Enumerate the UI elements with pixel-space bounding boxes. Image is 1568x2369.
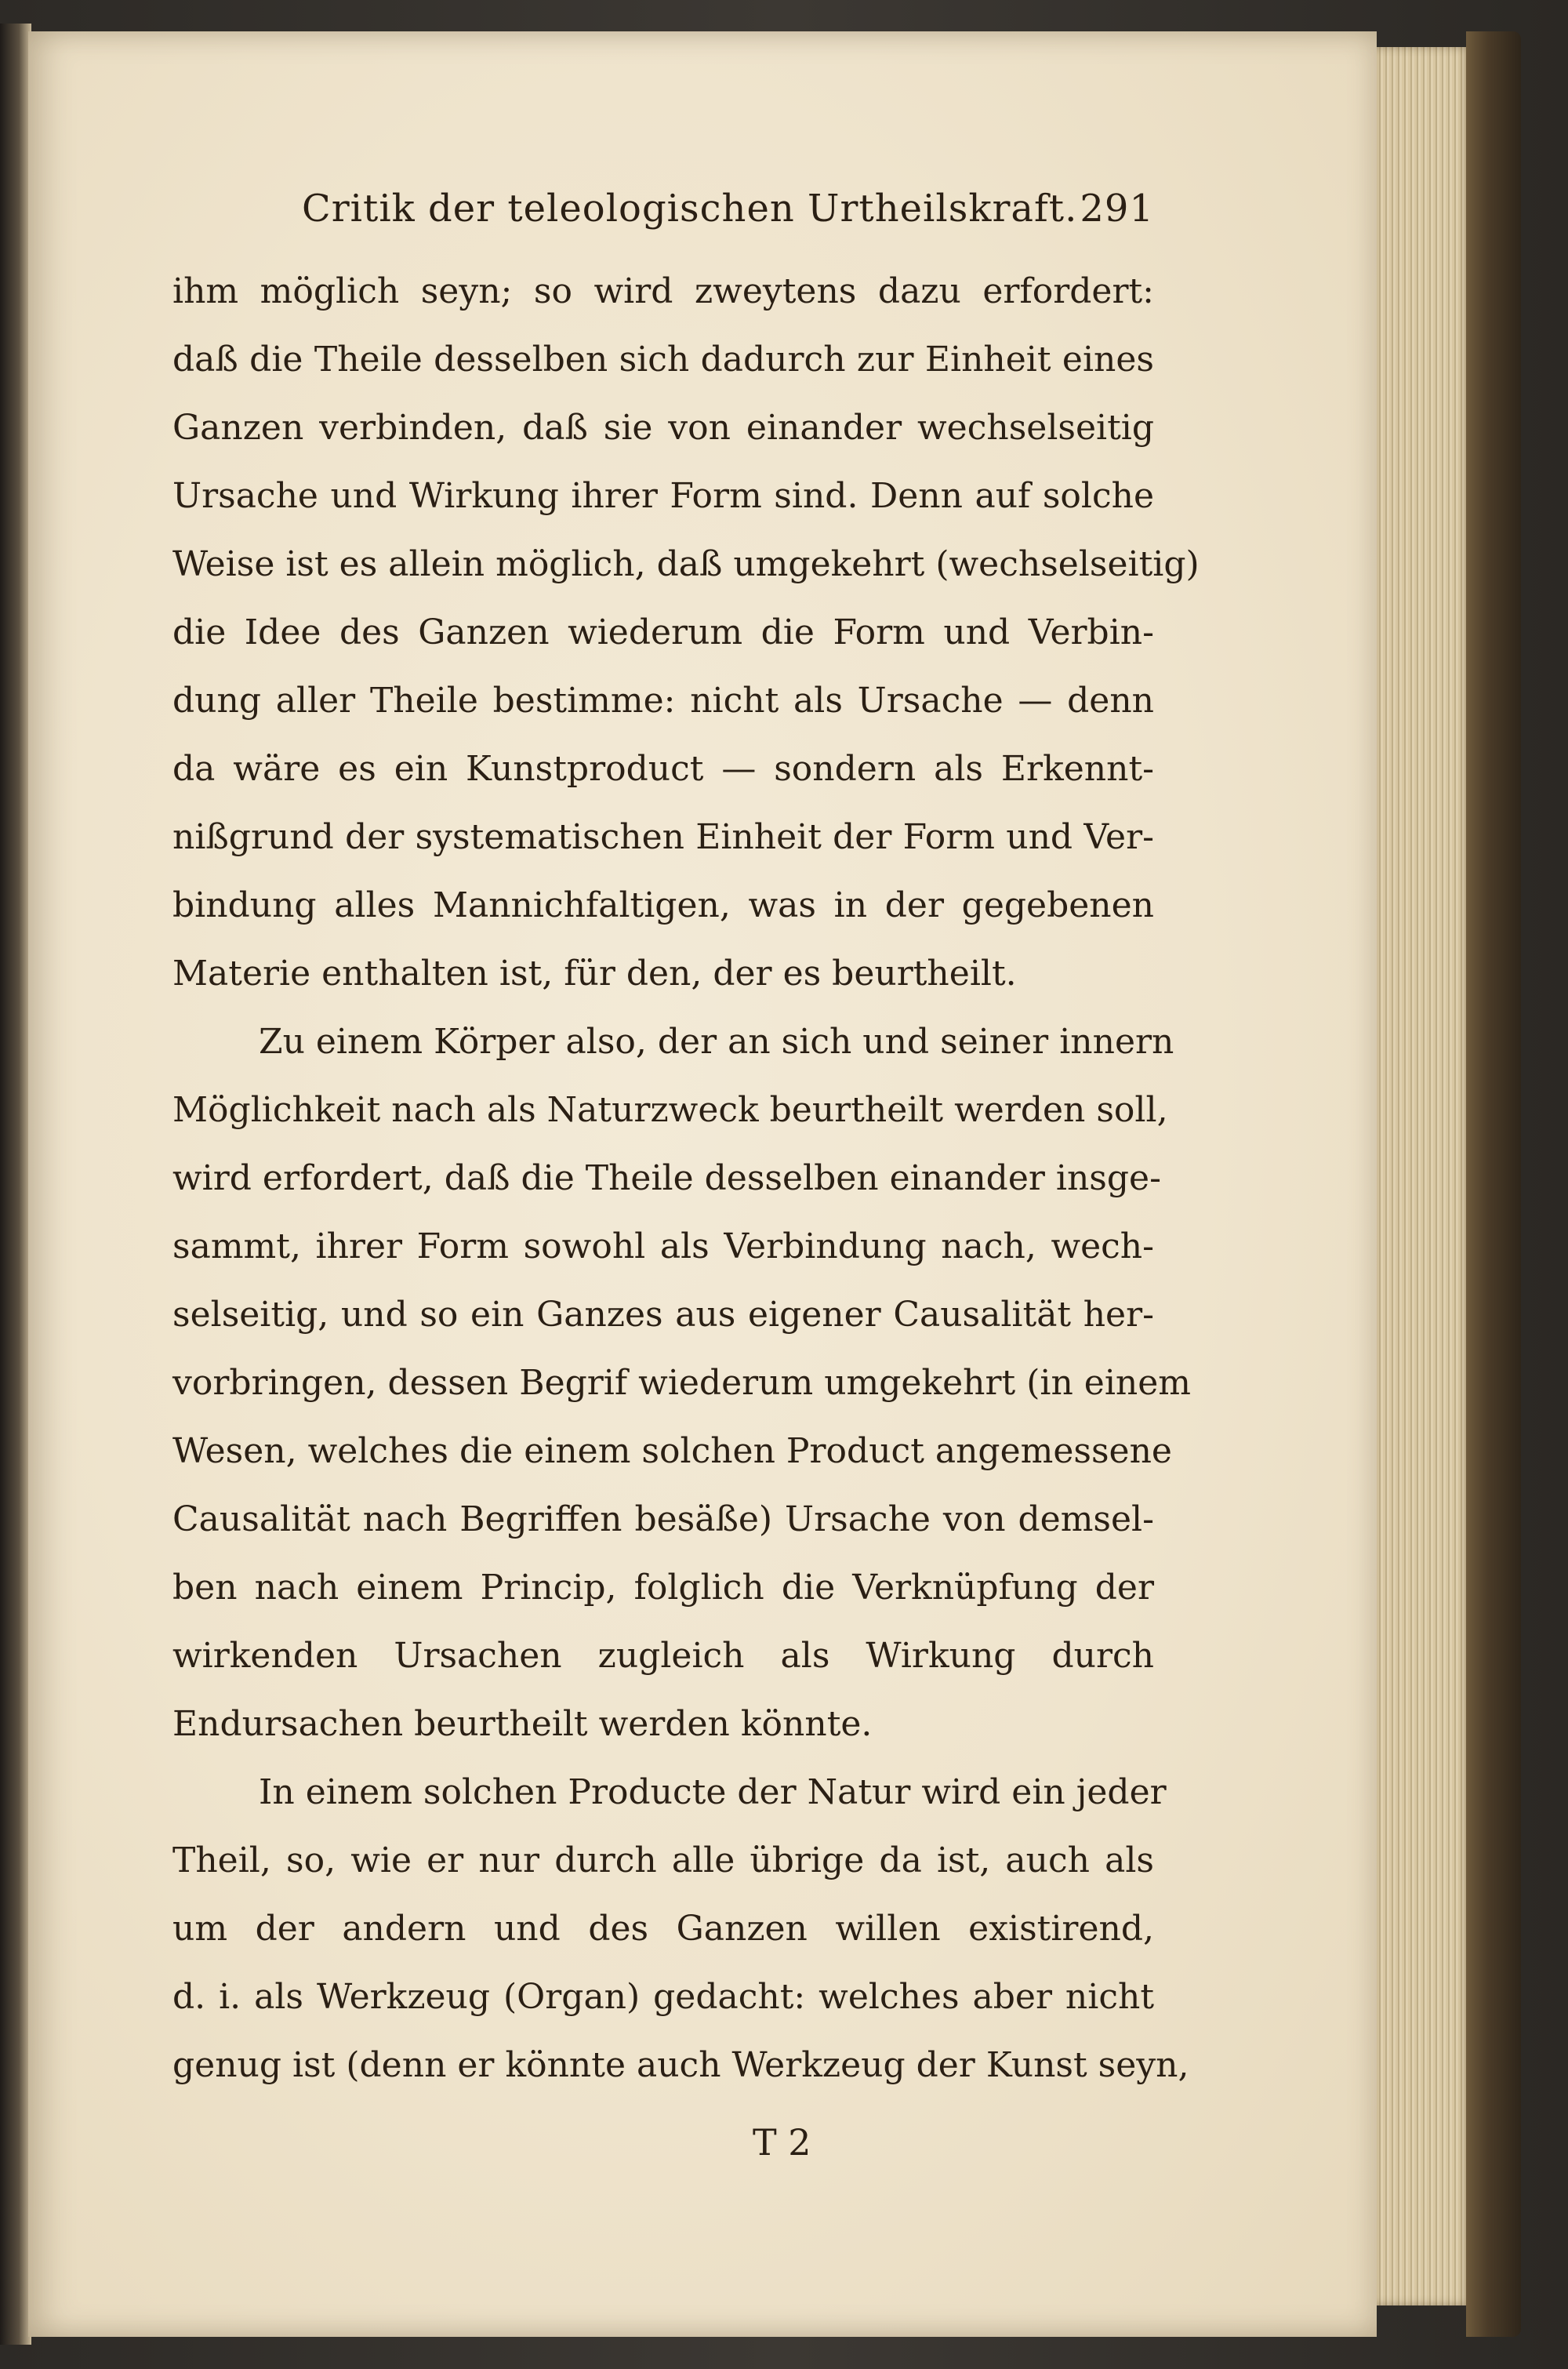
text-line: Weise ist es allein möglich, daß umgekehrt (wechselseitig) [172,544,1200,584]
text-line: wirkenden Ursachen zugleich als Wirkung durch [172,1636,1154,1676]
running-title: Critik der teleologischen Urtheilskraft. [302,187,1078,231]
text-line: wird erfordert, daß die Theile desselben einander insge- [172,1158,1161,1198]
text-line: die Idee des Ganzen wiederum die Form und Verbin- [172,612,1154,652]
text-line: Materie enthalten ist, für den, der es beurtheilt. [172,954,1017,994]
text-line: da wäre es ein Kunstproduct — sondern als Erkennt- [172,749,1154,789]
text-line: ben nach einem Princip, folglich die Verknüpfung der [172,1568,1154,1608]
text-line: dung aller Theile bestimme: nicht als Ursache — denn [172,681,1154,721]
book-cover-edge [1466,31,1521,2337]
text-line: d. i. als Werkzeug (Organ) gedacht: welches aber nicht [172,1977,1154,2017]
running-header [172,187,1154,257]
text-line: Theil, so, wie er nur durch alle übrige da ist, auch als [172,1840,1154,1880]
text-line: um der andern und des Ganzen willen existirend, [172,1909,1154,1949]
facing-page-edge [0,24,31,2345]
text-line: In einem solchen Producte der Natur wird ein jeder [259,1772,1167,1812]
text-line: nißgrund der systematischen Einheit der Form und Ver- [172,817,1154,857]
text-line: Endursachen beurtheilt werden könnte. [172,1704,873,1744]
text-line: ihm möglich seyn; so wird zweytens dazu erfordert: [172,271,1154,311]
text-line: Zu einem Körper also, der an sich und seiner innern [259,1022,1174,1062]
text-line: Ursache und Wirkung ihrer Form sind. Denn auf solche [172,476,1154,516]
text-line: Causalität nach Begriffen besäße) Ursache von demsel- [172,1499,1154,1539]
text-line: vorbringen, dessen Begrif wiederum umgekehrt (in einem [172,1363,1191,1403]
text-line: bindung alles Mannichfaltigen, was in der gegebenen [172,885,1154,925]
signature-mark: T 2 [753,2121,811,2164]
text-line: Ganzen verbinden, daß sie von einander wechselseitig [172,408,1154,448]
text-line: Wesen, welches die einem solchen Product angemessene [172,1431,1172,1471]
page-number: 291 [1080,187,1154,231]
text-line: genug ist (denn er könnte auch Werkzeug der Kunst seyn, [172,2045,1189,2085]
page-text [172,187,1200,2099]
text-line: Möglichkeit nach als Naturzweck beurtheilt werden soll, [172,1090,1168,1130]
page-edges [1377,47,1471,2305]
text-line: sammt, ihrer Form sowohl als Verbindung nach, wech- [172,1226,1154,1266]
text-line: daß die Theile desselben sich dadurch zur Einheit eines [172,340,1154,380]
text-line: selseitig, und so ein Ganzes aus eigener Causalität her- [172,1295,1154,1335]
